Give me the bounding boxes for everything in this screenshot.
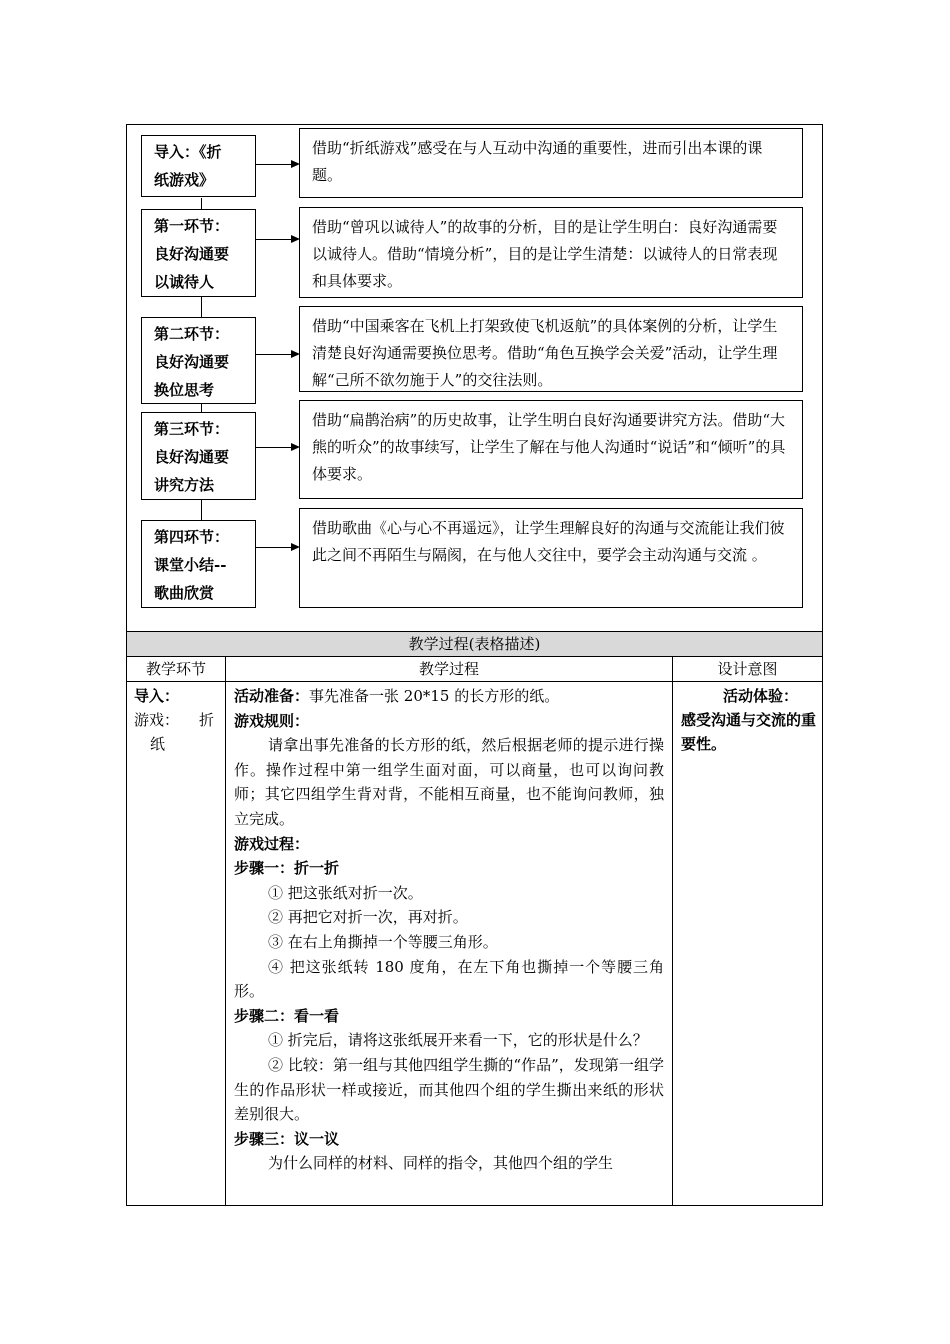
label-line: 讲究方法 — [154, 476, 215, 494]
stage-subtitle-part: 游戏： — [134, 711, 180, 729]
label-line: 第一环节： — [154, 217, 230, 235]
flow-step-label — [141, 520, 256, 608]
step2-item: ② 比较：第一组与其他四组学生撕的“作品”，发现第一组学生的作品形状一样或接近，而其他四个组的学生撕出来纸的形状差别很大。 — [234, 1055, 664, 1124]
step1-item: ④ 把这张纸转 180 度角，在左下角也撕掉一个等腰三角形。 — [234, 957, 664, 1001]
label-line: 良好沟通要 — [154, 448, 230, 466]
stage-subtitle-tail: 纸 — [150, 735, 166, 753]
label-line: 以诚待人 — [154, 273, 215, 291]
column-header: 教学过程 — [418, 660, 479, 678]
stage-cell — [134, 684, 218, 756]
rules-text: 请拿出事先准备的长方形的纸，然后根据老师的提示进行操作。操作过程中第一组学生面对面，可以商量，也可以询问教师；其它四组学生背对背，不能相互商量，也不能询问教师，独立完成。 — [234, 736, 664, 828]
column-header: 设计意图 — [717, 660, 778, 678]
column-divider — [672, 656, 673, 1206]
section-title: 教学过程(表格描述) — [127, 632, 822, 656]
prep-label: 活动准备： — [234, 687, 310, 705]
label-line: 第四环节： — [154, 528, 230, 546]
flow-step-description: 借助“折纸游戏”感受在与人互动中沟通的重要性，进而引出本课的课题。 — [299, 128, 803, 198]
arrow-right-icon — [256, 447, 298, 448]
label-line: 良好沟通要 — [154, 353, 230, 371]
flow-step-label — [141, 412, 256, 500]
arrow-right-icon — [256, 354, 298, 355]
flow-step-label — [141, 135, 256, 197]
column-divider — [225, 656, 226, 1206]
column-header: 教学环节 — [145, 660, 206, 678]
rules-label: 游戏规则： — [234, 711, 310, 730]
flow-step-description: 借助“中国乘客在飞机上打架致使飞机返航”的具体案例的分析，让学生清楚良好沟通需要换位思考。借助“角色互换学会关爱”活动，让学生理解“己所不欲勿施于人”的交往法则。 — [299, 306, 803, 392]
prep-text: 事先准备一张 20*15 的长方形的纸。 — [309, 687, 560, 705]
intent-title: 活动体验： — [723, 687, 799, 705]
arrow-right-icon — [256, 239, 298, 240]
step2-label: 步骤二：看一看 — [234, 1006, 340, 1025]
flow-step-label — [141, 209, 256, 297]
step3-label: 步骤三：议一议 — [234, 1129, 340, 1148]
label-line: 歌曲欣赏 — [154, 584, 215, 602]
flow-step-label — [141, 317, 256, 404]
label-line: 课堂小结-- — [154, 556, 227, 574]
label-line: 纸游戏》 — [154, 171, 215, 189]
step1-item: ② 再把它对折一次，再对折。 — [268, 908, 468, 927]
label-line: 第二环节： — [154, 325, 230, 343]
flow-step-description: 借助歌曲《心与心不再遥远》，让学生理解良好的沟通与交流能让我们彼此之间不再陌生与隔阂，在与他人交往中，要学会主动沟通与交流 。 — [299, 508, 803, 608]
arrow-right-icon — [256, 547, 298, 548]
label-line: 换位思考 — [154, 381, 215, 399]
label-line: 导入：《折 — [154, 143, 222, 161]
step2-item: ① 折完后，请将这张纸展开来看一下，它的形状是什么？ — [268, 1031, 648, 1050]
arrow-right-icon — [256, 164, 298, 165]
intent-cell — [681, 684, 816, 756]
step1-label: 步骤一：折一折 — [234, 859, 340, 878]
process-label: 游戏过程： — [234, 834, 310, 853]
divider — [126, 681, 823, 682]
label-line: 良好沟通要 — [154, 245, 230, 263]
label-line: 第三环节： — [154, 420, 230, 438]
stage-subtitle-part: 折 — [198, 711, 214, 729]
intent-text: 感受沟通与交流的重要性。 — [681, 711, 817, 753]
process-cell — [234, 684, 664, 1176]
flow-step-description: 借助“曾巩以诚待人”的故事的分析，目的是让学生明白：良好沟通需要以诚待人。借助“情境分析”，目的是让学生清楚：以诚待人的日常表现和具体要求。 — [299, 207, 803, 298]
step3-text: 为什么同样的材料、同样的指令，其他四个组的学生 — [268, 1154, 614, 1173]
stage-title: 导入： — [134, 687, 180, 705]
stage-subtitle — [134, 708, 218, 732]
step1-item: ③ 在右上角撕掉一个等腰三角形。 — [268, 932, 498, 951]
flow-step-description: 借助“扁鹊治病”的历史故事，让学生明白良好沟通要讲究方法。借助“大熊的听众”的故事续写，让学生了解在与他人沟通时“说话”和“倾听”的具体要求。 — [299, 400, 803, 499]
step1-item: ① 把这张纸对折一次。 — [268, 883, 423, 902]
